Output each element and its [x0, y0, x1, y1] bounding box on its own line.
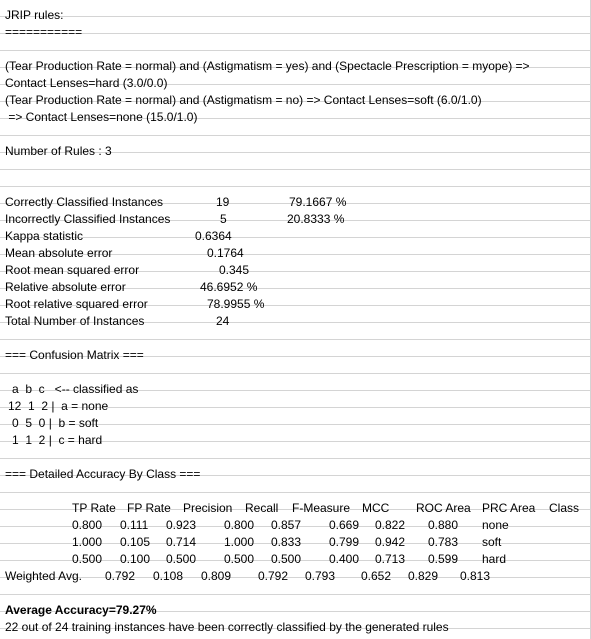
rule-row	[0, 58, 590, 75]
weighted-avg-row	[0, 568, 590, 585]
detailed-header-cell[interactable]: PRC Area	[482, 501, 536, 515]
detailed-cell[interactable]: 0.105	[120, 535, 151, 549]
summary-label[interactable]: Incorrectly Classified Instances	[5, 212, 171, 226]
detailed-cell[interactable]: 0.799	[329, 535, 360, 549]
detailed-header-cell[interactable]: FP Rate	[127, 501, 171, 515]
detailed-cell[interactable]: 0.714	[166, 535, 197, 549]
summary-percent[interactable]: 79.1667 %	[289, 195, 347, 209]
weighted-avg-cell[interactable]: 0.793	[305, 569, 336, 583]
detailed-cell[interactable]: 0.500	[72, 552, 103, 566]
detailed-cell[interactable]: 0.833	[271, 535, 302, 549]
summary-value[interactable]: 46.6952 %	[200, 280, 258, 294]
rule-cell[interactable]: (Tear Production Rate = normal) and (Astigmatism = yes) and (Spectacle Prescription = myope) =>	[5, 59, 530, 73]
title-row	[0, 7, 590, 24]
detailed-cell[interactable]: 1.000	[72, 535, 103, 549]
detailed-header-cell[interactable]: ROC Area	[416, 501, 471, 515]
summary-label[interactable]: Relative absolute error	[5, 280, 126, 294]
summary-label[interactable]: Kappa statistic	[5, 229, 84, 243]
detailed-header-cell[interactable]: F-Measure	[292, 501, 351, 515]
footer-note-row	[0, 619, 590, 636]
confusion-cell[interactable]: 1 1 2 | c = hard	[12, 433, 103, 447]
confusion-title-row	[0, 347, 590, 364]
rule-cell[interactable]: Contact Lenses=hard (3.0/0.0)	[5, 76, 168, 90]
weighted-avg-label[interactable]: Weighted Avg.	[5, 569, 82, 583]
confusion-cell[interactable]: a b c <-- classified as	[12, 382, 139, 396]
detailed-cell[interactable]: 0.713	[375, 552, 406, 566]
summary-row	[0, 194, 590, 211]
detailed-cell[interactable]: 0.942	[375, 535, 406, 549]
title-cell[interactable]: JRIP rules:	[5, 8, 64, 22]
summary-value[interactable]: 5	[220, 212, 227, 226]
detailed-cell[interactable]: 0.783	[428, 535, 459, 549]
confusion-row	[0, 432, 590, 449]
footer-note-cell[interactable]: 22 out of 24 training instances have been correctly classified by the generated rules	[5, 620, 449, 634]
weighted-avg-cell[interactable]: 0.792	[258, 569, 289, 583]
summary-row	[0, 228, 590, 245]
summary-row	[0, 296, 590, 313]
weighted-avg-cell[interactable]: 0.792	[105, 569, 136, 583]
detailed-cell[interactable]: 0.111	[120, 518, 149, 532]
detailed-cell[interactable]: none	[482, 518, 509, 532]
detailed-cell[interactable]: 0.599	[428, 552, 459, 566]
summary-percent[interactable]: 20.8333 %	[287, 212, 345, 226]
detailed-cell[interactable]: 0.880	[428, 518, 459, 532]
summary-label[interactable]: Mean absolute error	[5, 246, 113, 260]
confusion-row	[0, 415, 590, 432]
detailed-header-cell[interactable]: Recall	[245, 501, 279, 515]
detailed-header-row	[0, 500, 590, 517]
summary-row	[0, 245, 590, 262]
confusion-title-cell[interactable]: === Confusion Matrix ===	[5, 348, 144, 362]
detailed-row	[0, 551, 590, 568]
summary-value[interactable]: 0.6364	[195, 229, 232, 243]
detailed-title-row	[0, 466, 590, 483]
detailed-cell[interactable]: 0.800	[72, 518, 103, 532]
detailed-header-cell[interactable]: TP Rate	[72, 501, 116, 515]
weighted-avg-cell[interactable]: 0.809	[201, 569, 232, 583]
summary-label[interactable]: Root mean squared error	[5, 263, 140, 277]
summary-label[interactable]: Total Number of Instances	[5, 314, 145, 328]
detailed-cell[interactable]: 0.500	[224, 552, 255, 566]
detailed-cell[interactable]: 0.800	[224, 518, 255, 532]
confusion-cell[interactable]: 12 1 2 | a = none	[8, 399, 109, 413]
detailed-cell[interactable]: soft	[482, 535, 502, 549]
detailed-cell[interactable]: 0.669	[329, 518, 360, 532]
summary-label[interactable]: Root relative squared error	[5, 297, 148, 311]
detailed-cell[interactable]: 1.000	[224, 535, 255, 549]
summary-label[interactable]: Correctly Classified Instances	[5, 195, 164, 209]
detailed-header-cell[interactable]: Precision	[183, 501, 233, 515]
detailed-cell[interactable]: hard	[482, 552, 507, 566]
rule-cell[interactable]: => Contact Lenses=none (15.0/1.0)	[5, 110, 198, 124]
summary-value[interactable]: 78.9955 %	[207, 297, 265, 311]
weighted-avg-cell[interactable]: 0.652	[361, 569, 392, 583]
summary-value[interactable]: 0.1764	[207, 246, 244, 260]
weighted-avg-cell[interactable]: 0.108	[153, 569, 184, 583]
confusion-cell[interactable]: 0 5 0 | b = soft	[12, 416, 99, 430]
detailed-row	[0, 517, 590, 534]
number-of-rules-row	[0, 143, 590, 160]
summary-value[interactable]: 19	[216, 195, 230, 209]
rule-cell[interactable]: (Tear Production Rate = normal) and (Astigmatism = no) => Contact Lenses=soft (6.0/1.0)	[5, 93, 482, 107]
detailed-cell[interactable]: 0.500	[166, 552, 197, 566]
detailed-row	[0, 534, 590, 551]
detailed-cell[interactable]: 0.857	[271, 518, 302, 532]
summary-row	[0, 279, 590, 296]
summary-row	[0, 313, 590, 330]
detailed-cell[interactable]: 0.400	[329, 552, 360, 566]
summary-row	[0, 211, 590, 228]
rule-row	[0, 92, 590, 109]
number-of-rules-cell[interactable]: Number of Rules : 3	[5, 144, 112, 158]
detailed-cell[interactable]: 0.822	[375, 518, 406, 532]
separator-row	[0, 24, 590, 41]
summary-value[interactable]: 24	[216, 314, 230, 328]
detailed-header-cell[interactable]: MCC	[362, 501, 390, 515]
weighted-avg-cell[interactable]: 0.829	[408, 569, 439, 583]
detailed-cell[interactable]: 0.100	[120, 552, 151, 566]
confusion-row	[0, 398, 590, 415]
confusion-row	[0, 381, 590, 398]
detailed-cell[interactable]: 0.500	[271, 552, 302, 566]
average-accuracy-row	[0, 602, 590, 619]
average-accuracy-cell[interactable]: Average Accuracy=79.27%	[5, 603, 157, 617]
separator-cell[interactable]: ===========	[5, 25, 83, 39]
rule-row	[0, 109, 590, 126]
detailed-cell[interactable]: 0.923	[166, 518, 197, 532]
summary-row	[0, 262, 590, 279]
summary-value[interactable]: 0.345	[219, 263, 250, 277]
weighted-avg-cell[interactable]: 0.813	[460, 569, 491, 583]
detailed-title-cell[interactable]: === Detailed Accuracy By Class ===	[5, 467, 201, 481]
rule-row	[0, 75, 590, 92]
detailed-header-cell[interactable]: Class	[549, 501, 580, 515]
